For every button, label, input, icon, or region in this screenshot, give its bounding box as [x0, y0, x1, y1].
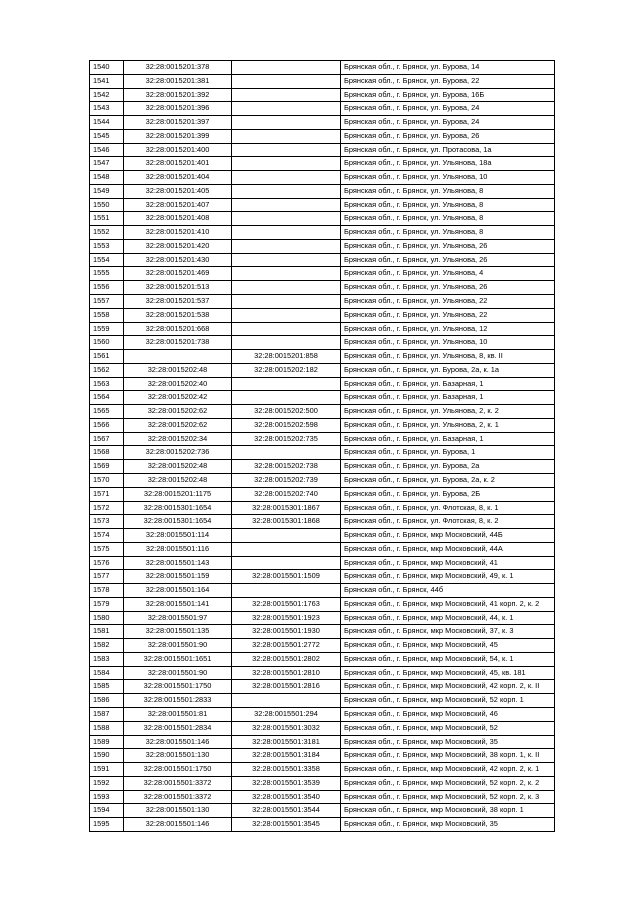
- row-number-cell: 1551: [90, 212, 124, 226]
- building-cadastral-number-cell: 32:28:0015202:738: [232, 460, 341, 474]
- address-cell: Брянская обл., г. Брянск, ул. Ульянова, 10: [341, 336, 555, 350]
- address-cell: Брянская обл., г. Брянск, ул. Ульянова, 22: [341, 295, 555, 309]
- row-number-cell: 1542: [90, 88, 124, 102]
- address-cell: Брянская обл., г. Брянск, ул. Ульянова, 8: [341, 212, 555, 226]
- land-cadastral-number-cell: 32:28:0015201:538: [124, 308, 232, 322]
- address-cell: Брянская обл., г. Брянск, ул. Бурова, 14: [341, 61, 555, 75]
- building-cadastral-number-cell: 32:28:0015501:294: [232, 707, 341, 721]
- table-row: [90, 88, 555, 102]
- building-cadastral-number-cell: 32:28:0015501:3358: [232, 763, 341, 777]
- land-cadastral-number-cell: 32:28:0015201:408: [124, 212, 232, 226]
- row-number-cell: 1588: [90, 721, 124, 735]
- row-number-cell: 1563: [90, 377, 124, 391]
- table-row: [90, 556, 555, 570]
- row-number-cell: 1541: [90, 74, 124, 88]
- land-cadastral-number-cell: 32:28:0015201:378: [124, 61, 232, 75]
- land-cadastral-number-cell: 32:28:0015202:48: [124, 363, 232, 377]
- table-row: [90, 363, 555, 377]
- land-cadastral-number-cell: 32:28:0015501:146: [124, 735, 232, 749]
- table-row: [90, 432, 555, 446]
- table-row: [90, 790, 555, 804]
- land-cadastral-number-cell: 32:28:0015501:114: [124, 529, 232, 543]
- land-cadastral-number-cell: 32:28:0015201:399: [124, 129, 232, 143]
- address-cell: Брянская обл., г. Брянск, мкр Московский, 52 корп. 2, к. 2: [341, 776, 555, 790]
- building-cadastral-number-cell: 32:28:0015301:1867: [232, 501, 341, 515]
- address-cell: Брянская обл., г. Брянск, ул. Ульянова, 26: [341, 239, 555, 253]
- row-number-cell: 1540: [90, 61, 124, 75]
- building-cadastral-number-cell: 32:28:0015501:2810: [232, 666, 341, 680]
- address-cell: Брянская обл., г. Брянск, мкр Московский, 46: [341, 707, 555, 721]
- land-cadastral-number-cell: 32:28:0015501:2833: [124, 694, 232, 708]
- building-cadastral-number-cell: 32:28:0015201:858: [232, 350, 341, 364]
- table-row: [90, 735, 555, 749]
- land-cadastral-number-cell: [124, 350, 232, 364]
- address-cell: Брянская обл., г. Брянск, ул. Ульянова, 2, к. 2: [341, 405, 555, 419]
- table-row: [90, 818, 555, 832]
- table-row: [90, 102, 555, 116]
- row-number-cell: 1567: [90, 432, 124, 446]
- table-row: [90, 391, 555, 405]
- address-cell: Брянская обл., г. Брянск, ул. Базарная, 1: [341, 377, 555, 391]
- address-cell: Брянская обл., г. Брянск, мкр Московский, 42 корп. 2, к. 1: [341, 763, 555, 777]
- row-number-cell: 1593: [90, 790, 124, 804]
- table-row: [90, 749, 555, 763]
- row-number-cell: 1564: [90, 391, 124, 405]
- address-cell: Брянская обл., г. Брянск, мкр Московский, 45, кв. 181: [341, 666, 555, 680]
- address-cell: Брянская обл., г. Брянск, ул. Бурова, 26: [341, 129, 555, 143]
- row-number-cell: 1586: [90, 694, 124, 708]
- row-number-cell: 1590: [90, 749, 124, 763]
- building-cadastral-number-cell: 32:28:0015501:2802: [232, 652, 341, 666]
- address-cell: Брянская обл., г. Брянск, ул. Базарная, 1: [341, 432, 555, 446]
- address-cell: Брянская обл., г. Брянск, ул. Бурова, 2а: [341, 460, 555, 474]
- land-cadastral-number-cell: 32:28:0015201:381: [124, 74, 232, 88]
- building-cadastral-number-cell: 32:28:0015301:1868: [232, 515, 341, 529]
- land-cadastral-number-cell: 32:28:0015501:97: [124, 611, 232, 625]
- row-number-cell: 1545: [90, 129, 124, 143]
- row-number-cell: 1572: [90, 501, 124, 515]
- table-row: [90, 74, 555, 88]
- building-cadastral-number-cell: [232, 295, 341, 309]
- building-cadastral-number-cell: [232, 542, 341, 556]
- row-number-cell: 1591: [90, 763, 124, 777]
- table-row: [90, 694, 555, 708]
- land-cadastral-number-cell: 32:28:0015501:143: [124, 556, 232, 570]
- land-cadastral-number-cell: 32:28:0015202:48: [124, 460, 232, 474]
- address-cell: Брянская обл., г. Брянск, ул. Ульянова, 8: [341, 198, 555, 212]
- land-cadastral-number-cell: 32:28:0015202:48: [124, 473, 232, 487]
- land-cadastral-number-cell: 32:28:0015501:90: [124, 666, 232, 680]
- land-cadastral-number-cell: 32:28:0015501:146: [124, 818, 232, 832]
- land-cadastral-number-cell: 32:28:0015501:81: [124, 707, 232, 721]
- row-number-cell: 1574: [90, 529, 124, 543]
- address-cell: Брянская обл., г. Брянск, мкр Московский, 42 корп. 2, к. II: [341, 680, 555, 694]
- table-row: [90, 308, 555, 322]
- table-row: [90, 776, 555, 790]
- building-cadastral-number-cell: 32:28:0015501:3539: [232, 776, 341, 790]
- building-cadastral-number-cell: [232, 102, 341, 116]
- land-cadastral-number-cell: 32:28:0015501:130: [124, 804, 232, 818]
- building-cadastral-number-cell: 32:28:0015501:2772: [232, 639, 341, 653]
- table-row: [90, 116, 555, 130]
- building-cadastral-number-cell: [232, 143, 341, 157]
- land-cadastral-number-cell: 32:28:0015202:736: [124, 446, 232, 460]
- table-row: [90, 666, 555, 680]
- row-number-cell: 1553: [90, 239, 124, 253]
- table-row: [90, 129, 555, 143]
- table-row: [90, 377, 555, 391]
- building-cadastral-number-cell: 32:28:0015501:1509: [232, 570, 341, 584]
- table-row: [90, 405, 555, 419]
- address-cell: Брянская обл., г. Брянск, ул. Ульянова, 8, кв. II: [341, 350, 555, 364]
- table-row: [90, 763, 555, 777]
- land-cadastral-number-cell: 32:28:0015201:405: [124, 184, 232, 198]
- table-row: [90, 281, 555, 295]
- table-row: [90, 584, 555, 598]
- building-cadastral-number-cell: 32:28:0015501:2816: [232, 680, 341, 694]
- table-row: [90, 501, 555, 515]
- address-cell: Брянская обл., г. Брянск, мкр Московский, 41 корп. 2, к. 2: [341, 597, 555, 611]
- table-row: [90, 253, 555, 267]
- building-cadastral-number-cell: 32:28:0015501:1923: [232, 611, 341, 625]
- land-cadastral-number-cell: 32:28:0015201:392: [124, 88, 232, 102]
- address-cell: Брянская обл., г. Брянск, ул. Ульянова, 8: [341, 226, 555, 240]
- building-cadastral-number-cell: [232, 446, 341, 460]
- address-cell: Брянская обл., г. Брянск, мкр Московский, 52 корп. 2, к. 3: [341, 790, 555, 804]
- row-number-cell: 1555: [90, 267, 124, 281]
- building-cadastral-number-cell: [232, 226, 341, 240]
- address-cell: Брянская обл., г. Брянск, ул. Базарная, 1: [341, 391, 555, 405]
- land-cadastral-number-cell: 32:28:0015201:396: [124, 102, 232, 116]
- address-cell: Брянская обл., г. Брянск, ул. Бурова, 22: [341, 74, 555, 88]
- address-cell: Брянская обл., г. Брянск, ул. Бурова, 24: [341, 102, 555, 116]
- land-cadastral-number-cell: 32:28:0015202:40: [124, 377, 232, 391]
- building-cadastral-number-cell: [232, 267, 341, 281]
- building-cadastral-number-cell: [232, 556, 341, 570]
- table-row: [90, 212, 555, 226]
- row-number-cell: 1550: [90, 198, 124, 212]
- land-cadastral-number-cell: 32:28:0015201:404: [124, 171, 232, 185]
- row-number-cell: 1544: [90, 116, 124, 130]
- land-cadastral-number-cell: 32:28:0015201:1175: [124, 487, 232, 501]
- row-number-cell: 1576: [90, 556, 124, 570]
- row-number-cell: 1547: [90, 157, 124, 171]
- table-row: [90, 336, 555, 350]
- building-cadastral-number-cell: [232, 529, 341, 543]
- address-cell: Брянская обл., г. Брянск, мкр Московский, 44Б: [341, 529, 555, 543]
- table-row: [90, 529, 555, 543]
- row-number-cell: 1557: [90, 295, 124, 309]
- document-page: [89, 60, 555, 832]
- building-cadastral-number-cell: 32:28:0015202:740: [232, 487, 341, 501]
- table-row: [90, 597, 555, 611]
- land-cadastral-number-cell: 32:28:0015202:42: [124, 391, 232, 405]
- row-number-cell: 1560: [90, 336, 124, 350]
- building-cadastral-number-cell: 32:28:0015501:3032: [232, 721, 341, 735]
- address-cell: Брянская обл., г. Брянск, мкр Московский, 35: [341, 818, 555, 832]
- building-cadastral-number-cell: 32:28:0015202:739: [232, 473, 341, 487]
- land-cadastral-number-cell: 32:28:0015201:513: [124, 281, 232, 295]
- table-row: [90, 487, 555, 501]
- row-number-cell: 1569: [90, 460, 124, 474]
- land-cadastral-number-cell: 32:28:0015501:130: [124, 749, 232, 763]
- land-cadastral-number-cell: 32:28:0015201:469: [124, 267, 232, 281]
- land-cadastral-number-cell: 32:28:0015501:1750: [124, 763, 232, 777]
- land-cadastral-number-cell: 32:28:0015201:420: [124, 239, 232, 253]
- row-number-cell: 1570: [90, 473, 124, 487]
- address-cell: Брянская обл., г. Брянск, мкр Московский, 52 корп. 1: [341, 694, 555, 708]
- land-cadastral-number-cell: 32:28:0015202:62: [124, 405, 232, 419]
- table-row: [90, 322, 555, 336]
- land-cadastral-number-cell: 32:28:0015501:164: [124, 584, 232, 598]
- address-cell: Брянская обл., г. Брянск, мкр Московский, 52: [341, 721, 555, 735]
- building-cadastral-number-cell: 32:28:0015501:3545: [232, 818, 341, 832]
- table-row: [90, 143, 555, 157]
- table-row: [90, 707, 555, 721]
- address-cell: Брянская обл., г. Брянск, мкр Московский, 38 корп. 1, к. II: [341, 749, 555, 763]
- address-cell: Брянская обл., г. Брянск, ул. Флотская, 8, к. 1: [341, 501, 555, 515]
- row-number-cell: 1559: [90, 322, 124, 336]
- building-cadastral-number-cell: 32:28:0015501:3181: [232, 735, 341, 749]
- row-number-cell: 1566: [90, 418, 124, 432]
- land-cadastral-number-cell: 32:28:0015201:407: [124, 198, 232, 212]
- address-cell: Брянская обл., г. Брянск, ул. Ульянова, 2, к. 1: [341, 418, 555, 432]
- table-row: [90, 639, 555, 653]
- land-cadastral-number-cell: 32:28:0015301:1654: [124, 515, 232, 529]
- land-cadastral-number-cell: 32:28:0015202:62: [124, 418, 232, 432]
- row-number-cell: 1562: [90, 363, 124, 377]
- building-cadastral-number-cell: [232, 171, 341, 185]
- address-cell: Брянская обл., г. Брянск, ул. Ульянова, 26: [341, 253, 555, 267]
- table-row: [90, 804, 555, 818]
- address-cell: Брянская обл., г. Брянск, мкр Московский, 35: [341, 735, 555, 749]
- building-cadastral-number-cell: [232, 322, 341, 336]
- row-number-cell: 1577: [90, 570, 124, 584]
- building-cadastral-number-cell: [232, 308, 341, 322]
- building-cadastral-number-cell: 32:28:0015501:3540: [232, 790, 341, 804]
- building-cadastral-number-cell: [232, 253, 341, 267]
- row-number-cell: 1561: [90, 350, 124, 364]
- address-cell: Брянская обл., г. Брянск, ул. Бурова, 2Б: [341, 487, 555, 501]
- row-number-cell: 1571: [90, 487, 124, 501]
- building-cadastral-number-cell: [232, 212, 341, 226]
- table-row: [90, 542, 555, 556]
- row-number-cell: 1546: [90, 143, 124, 157]
- address-cell: Брянская обл., г. Брянск, ул. Ульянова, 12: [341, 322, 555, 336]
- row-number-cell: 1573: [90, 515, 124, 529]
- table-row: [90, 171, 555, 185]
- land-cadastral-number-cell: 32:28:0015201:738: [124, 336, 232, 350]
- table-body: [90, 61, 555, 832]
- address-cell: Брянская обл., г. Брянск, ул. Ульянова, 18а: [341, 157, 555, 171]
- land-cadastral-number-cell: 32:28:0015201:401: [124, 157, 232, 171]
- row-number-cell: 1558: [90, 308, 124, 322]
- table-row: [90, 625, 555, 639]
- row-number-cell: 1579: [90, 597, 124, 611]
- land-cadastral-number-cell: 32:28:0015501:3372: [124, 776, 232, 790]
- row-number-cell: 1578: [90, 584, 124, 598]
- land-cadastral-number-cell: 32:28:0015202:34: [124, 432, 232, 446]
- land-cadastral-number-cell: 32:28:0015201:410: [124, 226, 232, 240]
- address-cell: Брянская обл., г. Брянск, ул. Ульянова, 4: [341, 267, 555, 281]
- table-row: [90, 721, 555, 735]
- address-cell: Брянская обл., г. Брянск, мкр Московский, 45: [341, 639, 555, 653]
- table-row: [90, 239, 555, 253]
- address-cell: Брянская обл., г. Брянск, мкр Московский, 38 корп. 1: [341, 804, 555, 818]
- land-cadastral-number-cell: 32:28:0015201:537: [124, 295, 232, 309]
- table-row: [90, 418, 555, 432]
- building-cadastral-number-cell: [232, 129, 341, 143]
- land-cadastral-number-cell: 32:28:0015201:430: [124, 253, 232, 267]
- address-cell: Брянская обл., г. Брянск, ул. Флотская, 8, к. 2: [341, 515, 555, 529]
- table-row: [90, 350, 555, 364]
- row-number-cell: 1582: [90, 639, 124, 653]
- building-cadastral-number-cell: [232, 391, 341, 405]
- building-cadastral-number-cell: [232, 239, 341, 253]
- building-cadastral-number-cell: [232, 198, 341, 212]
- address-cell: Брянская обл., г. Брянск, мкр Московский, 54, к. 1: [341, 652, 555, 666]
- land-cadastral-number-cell: 32:28:0015501:2834: [124, 721, 232, 735]
- table-row: [90, 473, 555, 487]
- table-row: [90, 61, 555, 75]
- row-number-cell: 1594: [90, 804, 124, 818]
- address-cell: Брянская обл., г. Брянск, ул. Ульянова, 8: [341, 184, 555, 198]
- address-cell: Брянская обл., г. Брянск, ул. Бурова, 1: [341, 446, 555, 460]
- row-number-cell: 1584: [90, 666, 124, 680]
- land-cadastral-number-cell: 32:28:0015501:159: [124, 570, 232, 584]
- building-cadastral-number-cell: 32:28:0015202:598: [232, 418, 341, 432]
- row-number-cell: 1580: [90, 611, 124, 625]
- land-cadastral-number-cell: 32:28:0015501:141: [124, 597, 232, 611]
- land-cadastral-number-cell: 32:28:0015201:400: [124, 143, 232, 157]
- table-row: [90, 611, 555, 625]
- building-cadastral-number-cell: [232, 61, 341, 75]
- land-cadastral-number-cell: 32:28:0015501:135: [124, 625, 232, 639]
- address-cell: Брянская обл., г. Брянск, ул. Бурова, 2а, к. 2: [341, 473, 555, 487]
- address-cell: Брянская обл., г. Брянск, ул. Бурова, 24: [341, 116, 555, 130]
- building-cadastral-number-cell: [232, 281, 341, 295]
- table-row: [90, 198, 555, 212]
- address-cell: Брянская обл., г. Брянск, 44б: [341, 584, 555, 598]
- table-row: [90, 295, 555, 309]
- building-cadastral-number-cell: 32:28:0015501:1930: [232, 625, 341, 639]
- address-cell: Брянская обл., г. Брянск, ул. Протасова, 1а: [341, 143, 555, 157]
- building-cadastral-number-cell: [232, 88, 341, 102]
- building-cadastral-number-cell: [232, 157, 341, 171]
- row-number-cell: 1585: [90, 680, 124, 694]
- building-cadastral-number-cell: 32:28:0015202:735: [232, 432, 341, 446]
- row-number-cell: 1556: [90, 281, 124, 295]
- address-cell: Брянская обл., г. Брянск, мкр Московский, 41: [341, 556, 555, 570]
- address-cell: Брянская обл., г. Брянск, ул. Ульянова, 26: [341, 281, 555, 295]
- row-number-cell: 1554: [90, 253, 124, 267]
- row-number-cell: 1549: [90, 184, 124, 198]
- table-row: [90, 157, 555, 171]
- table-row: [90, 267, 555, 281]
- row-number-cell: 1568: [90, 446, 124, 460]
- land-cadastral-number-cell: 32:28:0015201:397: [124, 116, 232, 130]
- building-cadastral-number-cell: [232, 694, 341, 708]
- table-row: [90, 460, 555, 474]
- address-cell: Брянская обл., г. Брянск, мкр Московский, 49, к. 1: [341, 570, 555, 584]
- building-cadastral-number-cell: [232, 184, 341, 198]
- row-number-cell: 1552: [90, 226, 124, 240]
- building-cadastral-number-cell: [232, 377, 341, 391]
- address-cell: Брянская обл., г. Брянск, ул. Ульянова, 22: [341, 308, 555, 322]
- row-number-cell: 1543: [90, 102, 124, 116]
- building-cadastral-number-cell: 32:28:0015501:3544: [232, 804, 341, 818]
- land-cadastral-number-cell: 32:28:0015501:1651: [124, 652, 232, 666]
- row-number-cell: 1583: [90, 652, 124, 666]
- address-cell: Брянская обл., г. Брянск, мкр Московский, 44А: [341, 542, 555, 556]
- address-cell: Брянская обл., г. Брянск, ул. Бурова, 16Б: [341, 88, 555, 102]
- row-number-cell: 1592: [90, 776, 124, 790]
- land-cadastral-number-cell: 32:28:0015201:668: [124, 322, 232, 336]
- land-cadastral-number-cell: 32:28:0015501:3372: [124, 790, 232, 804]
- table-row: [90, 570, 555, 584]
- registry-table: [89, 60, 555, 832]
- building-cadastral-number-cell: 32:28:0015501:3184: [232, 749, 341, 763]
- row-number-cell: 1548: [90, 171, 124, 185]
- land-cadastral-number-cell: 32:28:0015301:1654: [124, 501, 232, 515]
- building-cadastral-number-cell: [232, 116, 341, 130]
- land-cadastral-number-cell: 32:28:0015501:116: [124, 542, 232, 556]
- land-cadastral-number-cell: 32:28:0015501:1750: [124, 680, 232, 694]
- address-cell: Брянская обл., г. Брянск, ул. Бурова, 2а, к. 1а: [341, 363, 555, 377]
- building-cadastral-number-cell: 32:28:0015501:1763: [232, 597, 341, 611]
- table-row: [90, 515, 555, 529]
- table-row: [90, 184, 555, 198]
- row-number-cell: 1581: [90, 625, 124, 639]
- building-cadastral-number-cell: [232, 584, 341, 598]
- address-cell: Брянская обл., г. Брянск, ул. Ульянова, 10: [341, 171, 555, 185]
- table-row: [90, 226, 555, 240]
- building-cadastral-number-cell: [232, 336, 341, 350]
- row-number-cell: 1589: [90, 735, 124, 749]
- building-cadastral-number-cell: [232, 74, 341, 88]
- row-number-cell: 1575: [90, 542, 124, 556]
- row-number-cell: 1565: [90, 405, 124, 419]
- address-cell: Брянская обл., г. Брянск, мкр Московский, 37, к. 3: [341, 625, 555, 639]
- table-row: [90, 680, 555, 694]
- building-cadastral-number-cell: 32:28:0015202:182: [232, 363, 341, 377]
- table-row: [90, 446, 555, 460]
- row-number-cell: 1587: [90, 707, 124, 721]
- table-row: [90, 652, 555, 666]
- building-cadastral-number-cell: 32:28:0015202:500: [232, 405, 341, 419]
- land-cadastral-number-cell: 32:28:0015501:90: [124, 639, 232, 653]
- address-cell: Брянская обл., г. Брянск, мкр Московский, 44, к. 1: [341, 611, 555, 625]
- row-number-cell: 1595: [90, 818, 124, 832]
